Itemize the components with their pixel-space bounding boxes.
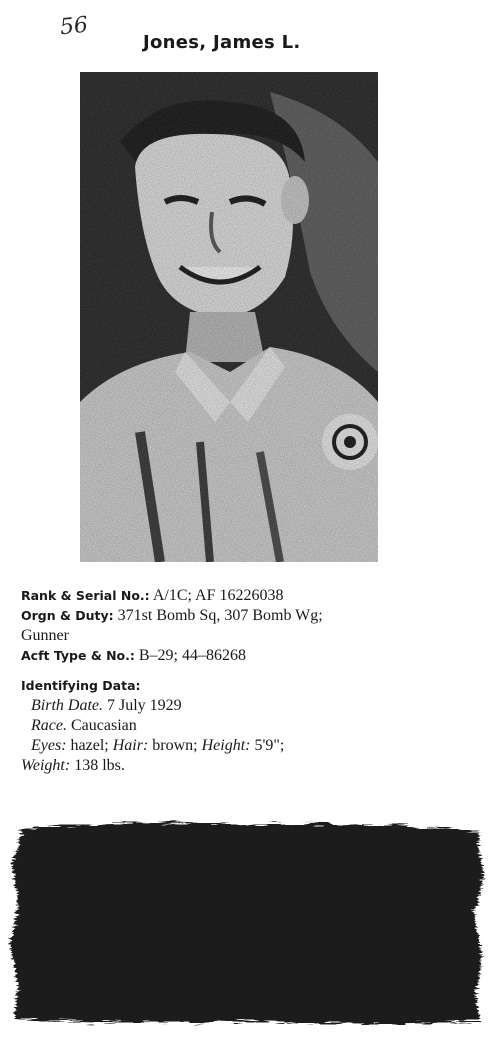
acft-label: Acft Type & No.:: [21, 648, 135, 663]
acft-value: B–29; 44–86268: [138, 647, 246, 664]
birth-row: [21, 696, 481, 716]
birth-label: Birth Date.: [31, 697, 103, 714]
orgn-label: Orgn & Duty:: [21, 608, 114, 623]
weight-row: [21, 756, 481, 776]
race-row: [21, 716, 481, 736]
eyes-label: Eyes:: [31, 737, 67, 754]
orgn-duty-row: [21, 626, 481, 646]
rank-value: A/1C; AF 16226038: [152, 587, 284, 604]
weight-value: 138 lbs.: [74, 757, 125, 774]
identification-fields: [21, 586, 481, 776]
hair-value: brown;: [152, 737, 198, 754]
orgn-value: 371st Bomb Sq, 307 Bomb Wg;: [117, 607, 323, 624]
handwritten-note: 56: [58, 12, 90, 41]
birth-value: 7 July 1929: [107, 697, 182, 714]
identifying-heading-row: [21, 676, 481, 696]
hair-label: Hair:: [112, 737, 149, 754]
physical-row: [21, 736, 481, 756]
eyes-value: hazel;: [70, 737, 109, 754]
redaction-block: [8, 815, 486, 1027]
acft-row: [21, 646, 481, 666]
race-label: Race.: [31, 717, 67, 734]
orgn-row: [21, 606, 481, 626]
height-value: 5'9";: [254, 737, 285, 754]
person-name: Jones, James L.: [143, 32, 301, 53]
portrait-photo: [80, 72, 378, 562]
race-value: Caucasian: [70, 717, 137, 734]
orgn-duty-value: Gunner: [21, 627, 69, 644]
rank-row: [21, 586, 481, 606]
height-label: Height:: [201, 737, 251, 754]
identifying-label: Identifying Data:: [21, 678, 141, 693]
rank-label: Rank & Serial No.:: [21, 588, 150, 603]
weight-label: Weight:: [21, 757, 71, 774]
